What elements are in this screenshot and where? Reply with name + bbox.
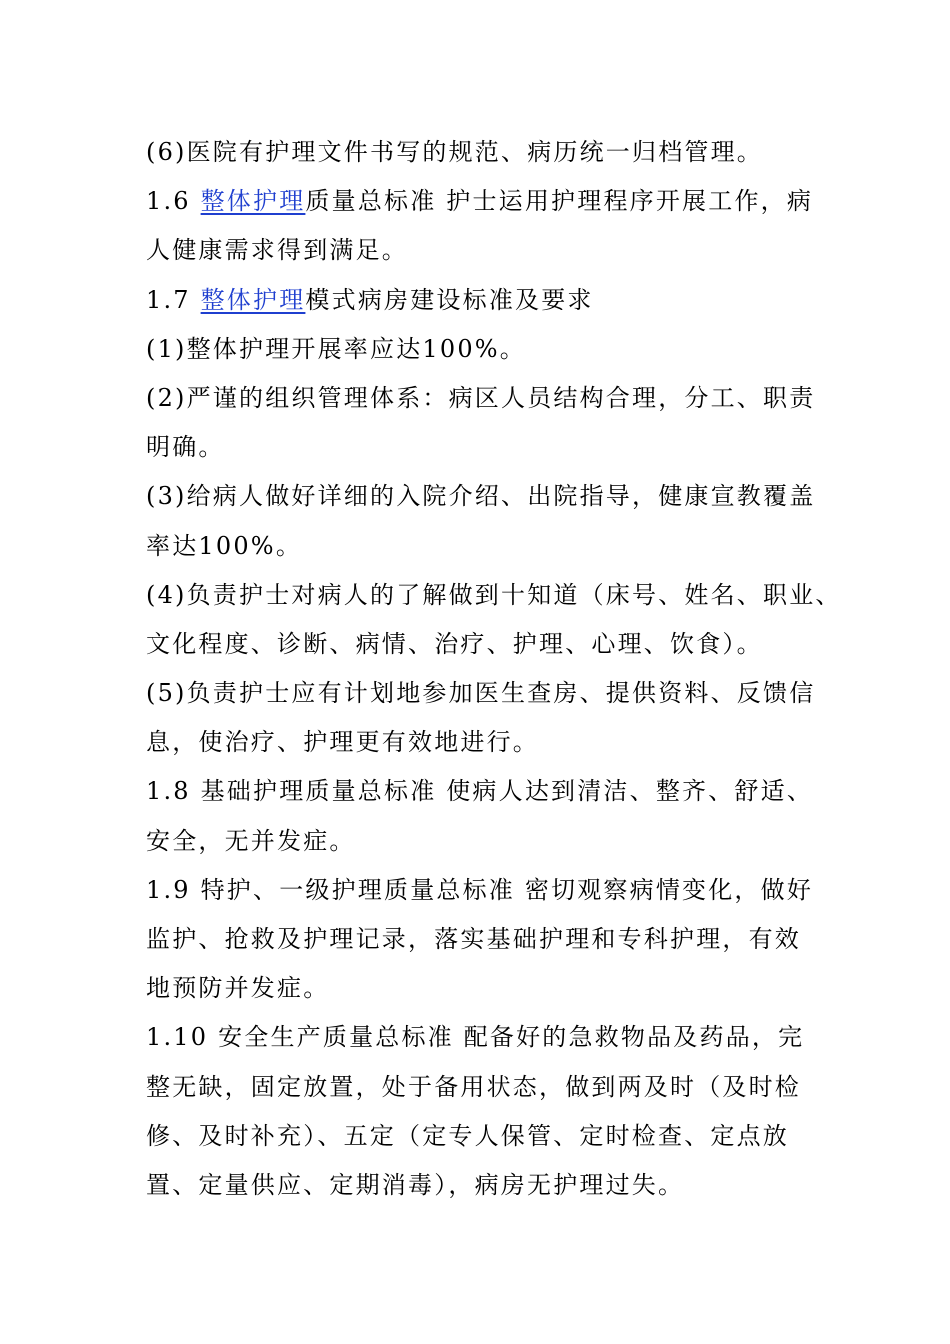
text-line: 人健康需求得到满足。 <box>146 236 408 265</box>
holistic-nursing-link[interactable]: 整体护理 <box>200 285 306 314</box>
text-line: 安全，无并发症。 <box>146 826 356 855</box>
text-line: (4)负责护士对病人的了解做到十知道（床号、姓名、职业、 <box>146 580 842 609</box>
text-line: (2)严谨的组织管理体系：病区人员结构合理，分工、职责 <box>146 383 816 412</box>
text-line: 息，使治疗、护理更有效地进行。 <box>146 728 539 757</box>
text-line: (5)负责护士应有计划地参加医生查房、提供资料、反馈信 <box>146 679 816 708</box>
text-line: 置、定量供应、定期消毒），病房无护理过失。 <box>146 1170 685 1199</box>
text-line: 1.10 安全生产质量总标准 配备好的急救物品及药品，完 <box>146 1023 805 1052</box>
text-line: 1.9 特护、一级护理质量总标准 密切观察病情变化，做好 <box>146 875 814 904</box>
text-line: 整无缺，固定放置，处于备用状态，做到两及时（及时检 <box>146 1072 801 1101</box>
text-segment: 质量总标准 护士运用护理程序开展工作，病 <box>305 187 814 216</box>
text-line-with-link <box>146 276 826 325</box>
text-line: (3)给病人做好详细的入院介绍、出院指导，健康宣教覆盖 <box>146 482 816 511</box>
text-line: (6)医院有护理文件书写的规范、病历统一归档管理。 <box>146 138 763 166</box>
text-line: (1)整体护理开展率应达100%。 <box>146 334 527 363</box>
text-segment: 模式病房建设标准及要求 <box>305 285 594 314</box>
text-line: 监护、抢救及护理记录，落实基础护理和专科护理，有效 <box>146 925 801 953</box>
text-line: 明确。 <box>146 433 225 462</box>
text-line: 1.8 基础护理质量总标准 使病人达到清洁、整齐、舒适、 <box>146 777 814 806</box>
holistic-nursing-link[interactable]: 整体护理 <box>200 187 306 216</box>
text-line: 修、及时补充）、五定（定专人保管、定时检查、定点放 <box>146 1121 789 1150</box>
section-number: 1.7 <box>146 285 201 314</box>
text-line: 文化程度、诊断、病情、治疗、护理、心理、饮食）。 <box>146 629 763 658</box>
text-line: 率达100%。 <box>146 531 303 560</box>
section-number: 1.6 <box>146 187 201 216</box>
text-line: 地预防并发症。 <box>146 974 330 1003</box>
text-line-with-link <box>146 177 826 226</box>
document-page <box>146 128 842 1210</box>
